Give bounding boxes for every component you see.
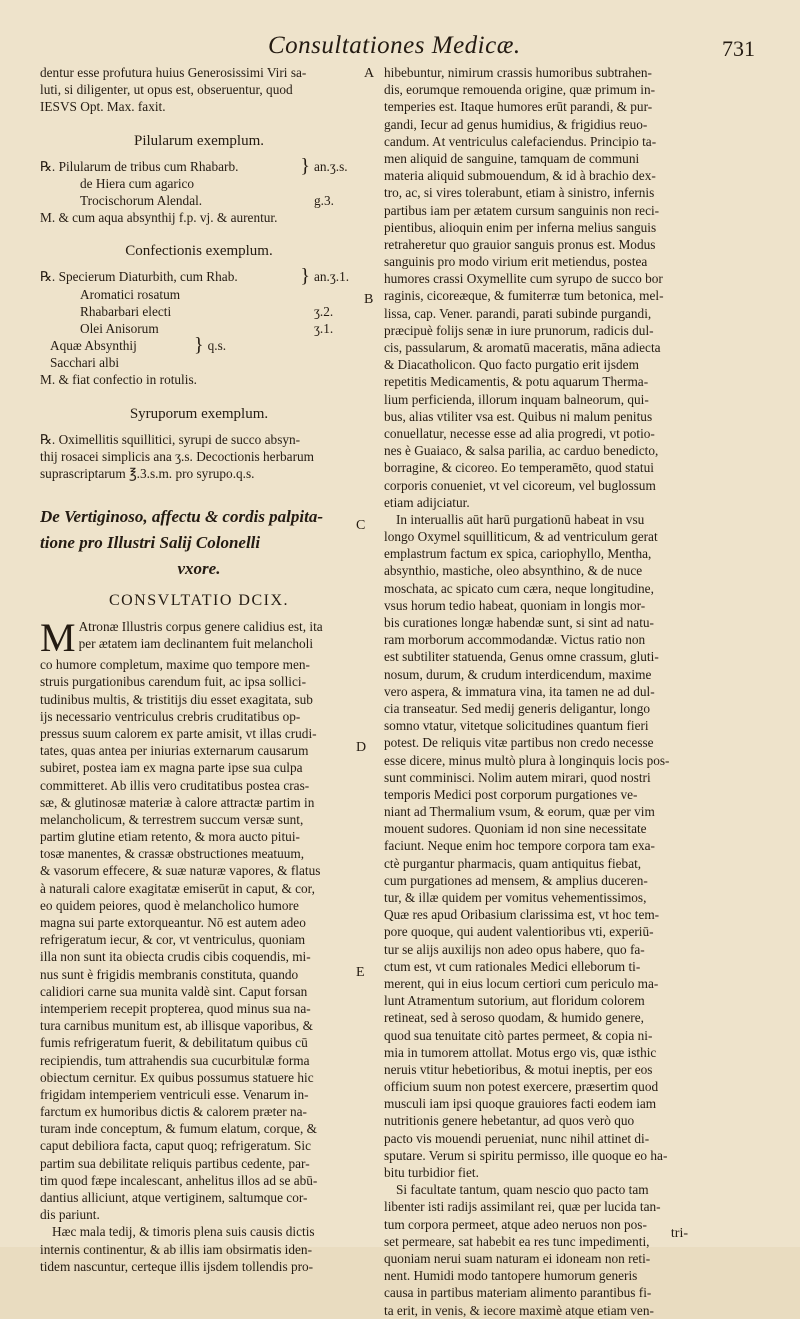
left-body-text bbox=[40, 656, 358, 1223]
text-line: partibus iam per ætatem cursum sanguinis non reci- bbox=[384, 202, 660, 218]
text-line: magna sui parte extorqueantur. Nō est autem adeo bbox=[40, 915, 306, 930]
text-line: libenter isti radijs assimilant rei, quæ per lucida tan- bbox=[384, 1199, 661, 1215]
text-line: longo Oxymel squilliticum, & ad ventriculum gerat bbox=[384, 529, 658, 545]
text-line: niant ad Thermalium vsum, & eorum, quæ per vim bbox=[384, 804, 655, 820]
prescription-line: ℞. Pilularum de tribus cum Rhabarb. } an.ʒ.s. bbox=[40, 154, 348, 177]
text-line: pacto vis mouendi perueniat, nunc nihil attinet di- bbox=[384, 1130, 650, 1146]
text-line: ta erit, in venis, & iecore maximè atque etiam ven- bbox=[384, 1302, 654, 1318]
right-body-text bbox=[384, 64, 696, 511]
text-line: frigidam intemperiem ventriculi esse. Venarum in- bbox=[40, 1086, 309, 1102]
text-line: dis pariunt. bbox=[40, 1207, 100, 1223]
text-line: & vasorum effecere, & suæ naturæ vapores, & flatus bbox=[40, 863, 321, 879]
text-line: retineat, sed à seroso quodam, & humido genere, bbox=[384, 1010, 644, 1026]
text-line: tidem nascuntur, certeque illis ijsdem tollendis pro- bbox=[40, 1258, 314, 1274]
margin-letter-d: D bbox=[356, 740, 367, 755]
text-line: thij rosacei simplicis ana ʒ.s. Decoctionis herbarum bbox=[40, 448, 314, 464]
text-line: temporis Medici post corporum purgationes ve- bbox=[384, 786, 638, 802]
text-line: committeret. Ab illis vero cruditatibus postea cras- bbox=[40, 777, 310, 793]
text-line: lissa, cap. Vener. parandi, parati subinde purgandi, bbox=[384, 305, 652, 321]
running-title: Consultationes Medicæ. bbox=[268, 32, 521, 59]
text-line: farctum ex humoribus dictis & calorem præter na- bbox=[40, 1104, 307, 1120]
text-line: bitu turbidior fiet. bbox=[384, 1165, 479, 1180]
text-line: borragine, & cicoreo. Eo temperamēto, quod statui bbox=[384, 460, 654, 476]
brace-icon: } bbox=[300, 265, 310, 288]
text-line: sunt comminisci. Nolim autem mirari, quod nostri bbox=[384, 769, 651, 785]
text-line: caput debiliora facta, caput quoq; refrigeratum. Sic bbox=[40, 1138, 311, 1154]
text-line: humores crassi Oxymellite cum syrupo de succo bor bbox=[384, 271, 663, 287]
text-line: sputare. Verum si spiritu permisso, ille quoque eo ha- bbox=[384, 1147, 668, 1163]
left-end-text bbox=[40, 1223, 358, 1275]
text-line: sanguinis pro modo virium erit metiendus, postea bbox=[384, 254, 648, 270]
prescription-line: M. & cum aqua absynthij f.p. vj. & aurentur. bbox=[40, 210, 278, 226]
text-line: co humore completum, maxime quo tempore men- bbox=[40, 657, 310, 673]
margin-letter-c: C bbox=[356, 518, 366, 533]
text-line: Si facultate tantum, quam nescio quo pacto tam bbox=[396, 1182, 649, 1198]
prescription-line: M. & fiat confectio in rotulis. bbox=[40, 372, 197, 388]
prescription-line: Aquæ Absynthij } q.s. bbox=[50, 334, 227, 357]
text-line: refrigeratum iecur, & cor, vt ventriculus, quoniam bbox=[40, 932, 306, 948]
text-line: tim quod fæpe incalescant, anhelitus illos ad se abū- bbox=[40, 1172, 318, 1188]
right-body-text bbox=[384, 511, 696, 1181]
text-line: struis purgationibus carendum fuit, ac ipsa sollici- bbox=[40, 674, 307, 690]
text-line: fumis refrigeratum fuerit, & debilitatum quibus cū bbox=[40, 1035, 308, 1051]
brace-icon: } bbox=[300, 154, 310, 177]
prescription-line: Sacchari albi bbox=[50, 355, 120, 371]
text-line: illa non sunt ita obiecta crudis cibis coquendis, mi- bbox=[40, 949, 311, 965]
text-line: calidiori carne sua munita valdè sint. Caput forsan bbox=[40, 983, 308, 999]
text-line: pore quoque, qui audent valentioribus vti, experiū- bbox=[384, 924, 654, 940]
text-line: dis, eorumque remouenda origine, quæ primum in- bbox=[384, 82, 656, 98]
prescription-line: Rhabarbari electi ʒ.2. bbox=[80, 303, 334, 319]
text-line: est subtiliter statuenda, Genus omne crassum, gluti- bbox=[384, 649, 659, 665]
text-line: sæ, & glutinosæ materiæ à calore attractæ partim in bbox=[40, 794, 315, 810]
right-column bbox=[384, 64, 696, 1319]
text-line: merent, qui in eius locum certiori cum periculo ma- bbox=[384, 975, 659, 991]
text-line: cis, passularum, & aromatū maceratis, māna adiecta bbox=[384, 340, 661, 355]
text-line: neruis vtitur hebetioribus, & motui ineptis, per eos bbox=[384, 1061, 653, 1077]
first-paragraph-start bbox=[40, 615, 358, 661]
text-line: potest. De reliquis vitæ partibus non credo necesse bbox=[384, 735, 654, 751]
text-line: etiam adijciatur. bbox=[384, 494, 470, 510]
text-line: repetitis Medicamentis, & potu aquarum Therma- bbox=[384, 374, 649, 390]
text-line: absynthio, mastiche, oleo absynthino, & de nuce bbox=[384, 563, 643, 579]
text-line: præcipuè folijs senæ in iure prunorum, radicis dul- bbox=[384, 322, 654, 338]
text-line: Quæ res apud Oribasium clarissima est, vt hoc tem- bbox=[384, 907, 660, 923]
prescription-line: Olei Anisorum ʒ.1. bbox=[80, 320, 334, 336]
consultation-title: vxore. bbox=[177, 559, 221, 579]
text-line: nutritionis genere hebetantur, ad quos verò quo bbox=[384, 1113, 635, 1129]
consultation-title: tione pro Illustri Salij Colonelli bbox=[40, 533, 261, 553]
prescription-line: ℞. Specierum Diaturbith, cum Rhab. } an.ʒ.1. bbox=[40, 265, 350, 288]
text-line: nent. Humidi modo tantopere humorum generis bbox=[384, 1268, 638, 1284]
text-line: turam inde conceptum, & fumum elatum, corque, & bbox=[40, 1121, 317, 1137]
text-line: recipiendis, tum attrahendis sua cucurbitulæ forma bbox=[40, 1052, 310, 1068]
page-number: 731 bbox=[722, 36, 755, 61]
text-line: musculi iam ipsi quoque grauiores facti eodem iam bbox=[384, 1096, 657, 1112]
pill-heading: Pilularum exemplum. bbox=[134, 132, 264, 149]
text-line: officium suum non potest exercere, præsertim quod bbox=[384, 1079, 659, 1095]
text-line: emplastrum factum ex spica, cariophyllo, Mentha, bbox=[384, 546, 652, 562]
text-line: cia transeatur. Sed medij generis deligantur, longo bbox=[384, 700, 651, 716]
text-line: à naturali calore exagitatæ emiserūt in caput, & cor, bbox=[40, 880, 315, 896]
text-line: per ætatem iam declinantem fuit melancholi bbox=[78, 636, 314, 652]
left-column bbox=[40, 64, 358, 1275]
text-line: tro, ac, si vires tolerabunt, etiam à sinistro, infernis bbox=[384, 185, 655, 201]
text-line: retraheretur quo grauior sanguis pronus est. Modus bbox=[384, 236, 656, 252]
text-line: dantius alliciunt, atque vertiginem, saltumque cor- bbox=[40, 1190, 308, 1205]
text-line: mia in tumorem attollat. Motus ergo vis, quæ isthic bbox=[384, 1044, 657, 1060]
text-line: hibebuntur, nimirum crassis humoribus subtrahen- bbox=[384, 65, 652, 80]
text-line: set permeare, sat habebit ea res tunc impedimenti, bbox=[384, 1233, 650, 1249]
text-line: & Diacatholicon. Quo facto purgatio erit ijsdem bbox=[384, 357, 639, 373]
text-line: ijs necessario ventriculus crebris cruditatibus op- bbox=[40, 708, 301, 724]
prescription-line: de Hiera cum agarico bbox=[80, 175, 195, 191]
text-line: subiret, postea iam ex magna parte ipse sua culpa bbox=[40, 760, 303, 776]
text-line: obiectum cernitur. Ex quibus possumus statuere hic bbox=[40, 1069, 314, 1085]
text-line: luti, si diligenter, ut opus est, obseruentur, quod bbox=[40, 82, 293, 98]
text-line: tum corpora permeet, atque adeo neruos non pos- bbox=[384, 1216, 647, 1232]
text-line: internis continentur, & ab illis iam obsirmatis iden- bbox=[40, 1241, 313, 1257]
text-line: IESVS Opt. Max. faxit. bbox=[40, 99, 166, 115]
text-line: corporis conueniet, vt vel cicoreum, vel buglossum bbox=[384, 477, 656, 493]
prescription-line: Aromatici rosatum bbox=[80, 286, 181, 302]
text-line: dentur esse profutura huius Generosissimi Viri sa- bbox=[40, 65, 307, 80]
text-line: faciunt. Neque enim hoc tempore corpora tam exa- bbox=[384, 838, 655, 854]
text-line: esse dicere, minus multò plura à longinquis locis pos- bbox=[384, 752, 670, 768]
text-line: tudinibus multis, & tristitijs diu esset exagitata, sub bbox=[40, 691, 313, 707]
text-line: tosæ manentes, & crassæ obstructiones meatuum, bbox=[40, 846, 305, 862]
text-line: temperies est. Itaque humores erūt parandi, & pur- bbox=[384, 99, 653, 115]
text-line: melancholicum, & terrestrem succum versæ sunt, bbox=[40, 811, 304, 827]
margin-letter-a: A bbox=[364, 66, 375, 81]
text-line: ℞. Oximellitis squillitici, syrupi de succo absyn- bbox=[40, 431, 301, 447]
text-line: partim sua debilitate reliquis partibus cedente, par- bbox=[40, 1155, 310, 1171]
text-line: Hæc mala tedij, & timoris plena suis causis dictis bbox=[52, 1224, 315, 1240]
text-line: eo quidem peiores, quod è melancholico humore bbox=[40, 897, 299, 913]
text-line: intemperiem recepit propterea, quod minus sua na- bbox=[40, 1000, 311, 1016]
margin-letter-e: E bbox=[356, 965, 365, 980]
text-line: conuellatur, necesse esse ad alia progredi, vt potio- bbox=[384, 425, 655, 441]
confection-heading: Confectionis exemplum. bbox=[125, 243, 273, 260]
text-line: causa in partibus materiam alimento parantibus fi- bbox=[384, 1285, 652, 1301]
prescription-line: Trocischorum Alendal. g.3. bbox=[80, 192, 334, 208]
text-line: bis curationes longæ habendæ sunt, si sint ad natu- bbox=[384, 615, 654, 630]
text-line: candum. At ventriculus calefaciendus. Principio ta- bbox=[384, 133, 657, 149]
text-line: tura carnibus munitum est, ab illisque vaporibus, & bbox=[40, 1018, 313, 1034]
margin-letter-b: B bbox=[364, 292, 374, 307]
text-line: quoniam nerui suam naturam ei idoneam non reti- bbox=[384, 1250, 651, 1266]
text-line: suprascriptarum ℥.3.s.m. pro syrupo.q.s. bbox=[40, 466, 255, 481]
text-line: ctum est, vt cum rationales Medici elleborum ti- bbox=[384, 958, 641, 974]
text-line: tur, & illæ quidem per vomitus vehementissimos, bbox=[384, 890, 647, 905]
text-line: Atronæ Illustris corpus genere calidius est, ita bbox=[78, 619, 323, 635]
text-line: ram morborum accommodandæ. Victus ratio non bbox=[384, 632, 646, 648]
text-line: lium perficienda, illorum inquam balneorum, qui- bbox=[384, 391, 649, 407]
text-line: In interuallis aūt harū purgationū habeat in vsu bbox=[396, 511, 645, 527]
catchword: tri- bbox=[670, 1226, 688, 1241]
text-line: raginis, cicoreæque, & fumiterræ tum betonica, mel- bbox=[384, 288, 664, 304]
text-line: ctè purgantur pharmacis, quam antiquitus fiebat, bbox=[384, 855, 642, 871]
syrup-heading: Syruporum exemplum. bbox=[129, 405, 269, 422]
text-line: vero aspera, & immatura vina, ita tamen ne ad dul- bbox=[384, 683, 655, 699]
text-line: tur se alijs auxilijs non adeo opus habere, quo fa- bbox=[384, 941, 645, 957]
text-line: nes è Guaiaco, & salsa parilia, ac carduo benedicto, bbox=[384, 443, 659, 459]
text-line: mouent sudores. Quoniam id non sine necessitate bbox=[384, 821, 647, 837]
text-line: somno vtatur, vitetque solicitudines quantum fieri bbox=[384, 718, 649, 734]
right-body-text bbox=[384, 1181, 696, 1319]
consultation-title: De Vertiginoso, affectu & cordis palpita- bbox=[40, 507, 324, 527]
text-line: moschata, ac spicato cum cæra, neque longitudine, bbox=[384, 580, 654, 596]
text-line: lunt Atramentum sutorium, aut floridum colorem bbox=[384, 993, 645, 1009]
text-line: cum purgationes ad mensem, & amplius duceren- bbox=[384, 872, 648, 888]
text-line: pressus suum calorem ex parte amisit, vt illas crudi- bbox=[40, 725, 317, 741]
text-line: vsus horum tedio habeat, quoniam in longis mor- bbox=[384, 597, 646, 613]
text-line: bus, alias vtiliter vsa est. Quibus ni malum penitus bbox=[384, 408, 653, 424]
text-line: nosum, durum, & crudum interdicendum, maxime bbox=[384, 666, 652, 682]
drop-cap: M bbox=[40, 615, 76, 661]
text-line: gandi, Iecur ad genus humidius, & frigidius reuo- bbox=[384, 116, 648, 132]
text-line: quod sua tenuitate citò partes permeet, & copia ni- bbox=[384, 1027, 653, 1043]
text-line: materia aliquid submouendum, & id à brachio dex- bbox=[384, 168, 656, 184]
text-line: partim glutine etiam retento, & mora aucto pitui- bbox=[40, 829, 300, 845]
text-line: nus sunt è frigidis membranis constituta, quando bbox=[40, 966, 299, 982]
text-line: tates, quas antea per iniurias externarum causarum bbox=[40, 743, 309, 759]
brace-icon: } bbox=[194, 334, 204, 357]
text-line: men aliquid de sanguine, tamquam de communi bbox=[384, 150, 640, 166]
consultation-heading: CONSVLTATIO DCIX. bbox=[108, 592, 290, 610]
text-line: pientibus, alioquin enim per inferna melius sanguis bbox=[384, 219, 657, 235]
